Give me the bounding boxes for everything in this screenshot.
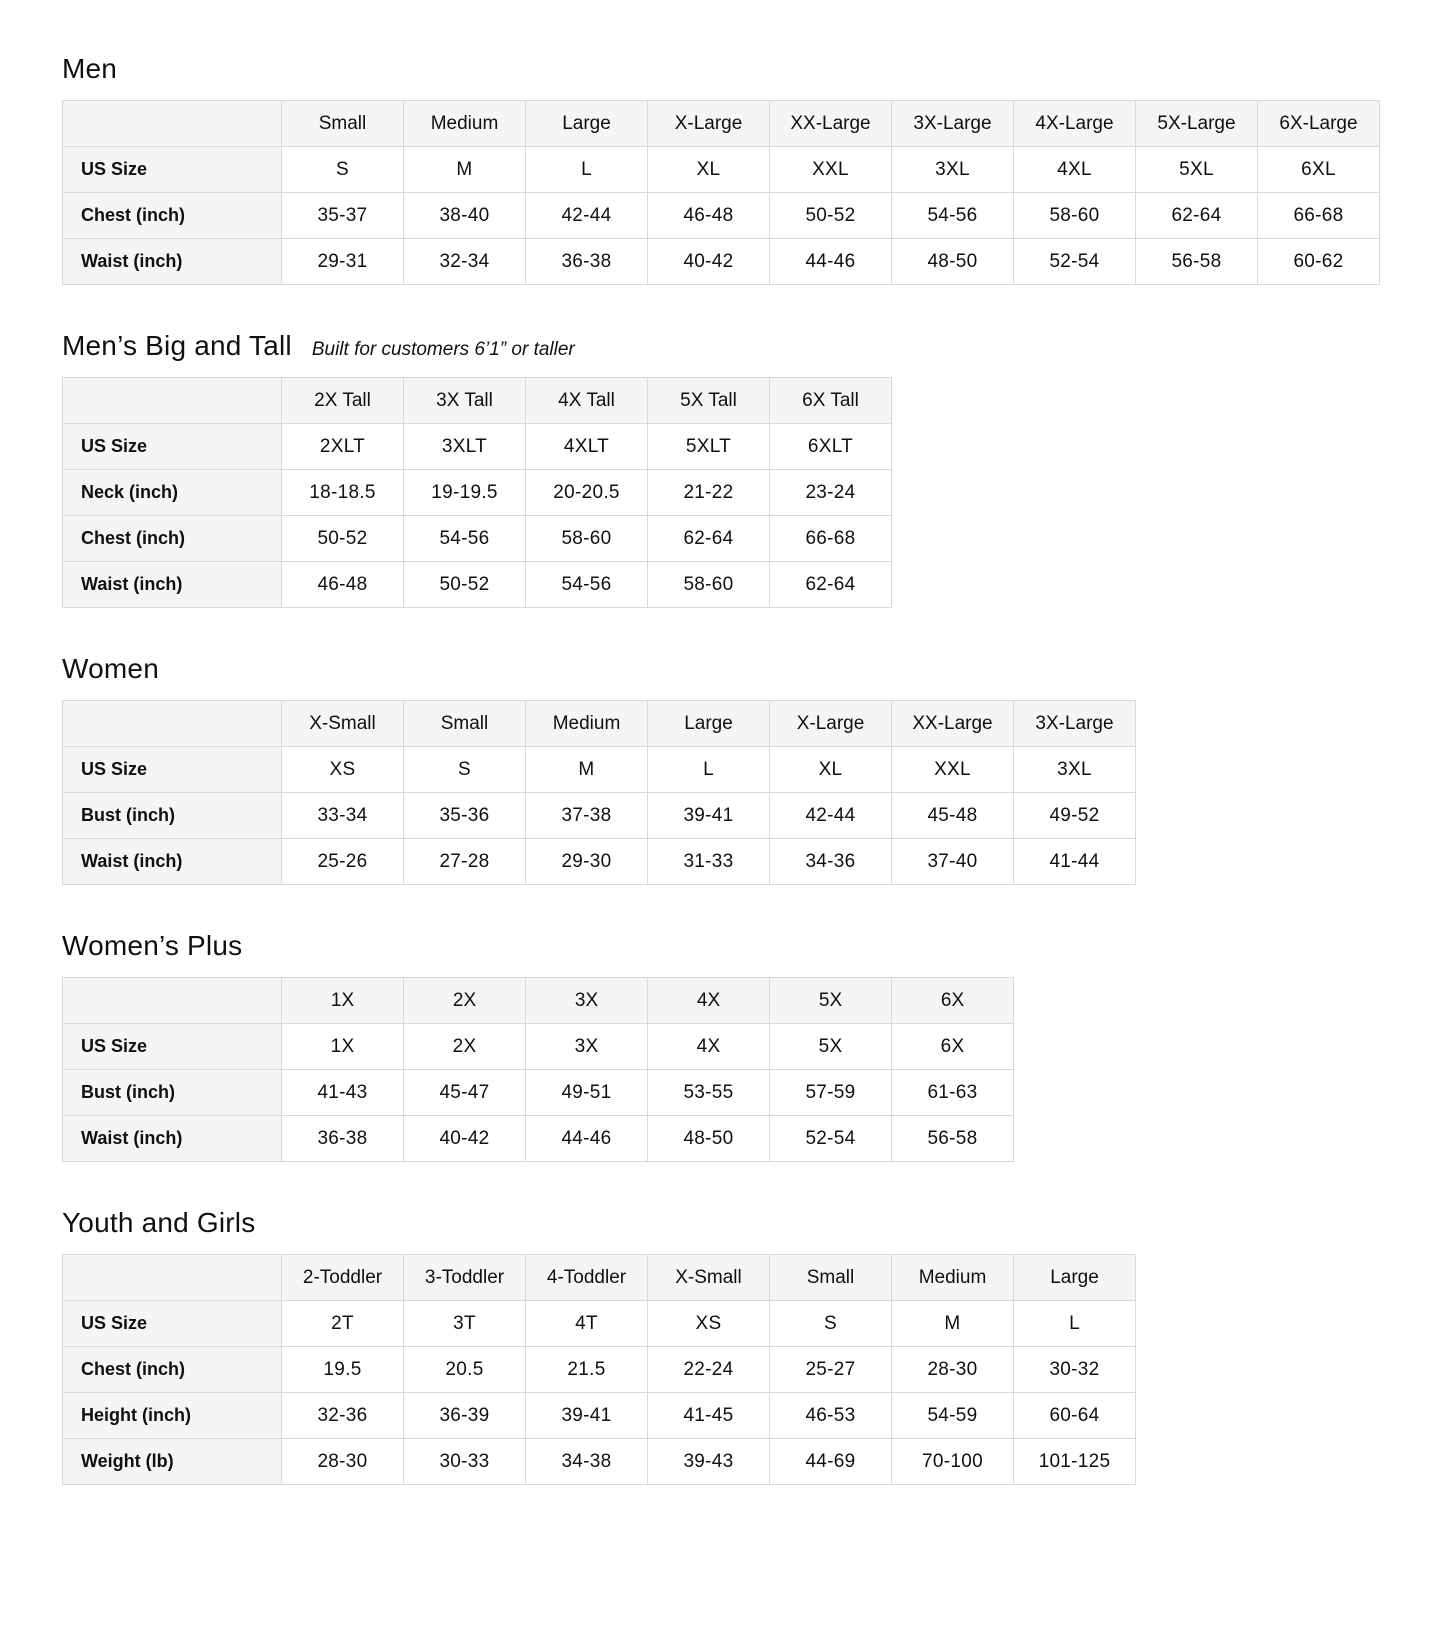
column-header: 4X Tall xyxy=(526,378,648,424)
column-header: 4X xyxy=(648,978,770,1024)
table-row xyxy=(63,793,1136,839)
size-cell: 40-42 xyxy=(404,1116,526,1162)
size-cell: 23-24 xyxy=(770,470,892,516)
size-cell: 35-36 xyxy=(404,793,526,839)
row-header: Waist (inch) xyxy=(63,562,282,608)
size-cell: 3T xyxy=(404,1301,526,1347)
column-header: Small xyxy=(404,701,526,747)
column-header: Medium xyxy=(404,101,526,147)
column-header: X-Small xyxy=(648,1255,770,1301)
size-cell: 40-42 xyxy=(648,239,770,285)
column-header: 3-Toddler xyxy=(404,1255,526,1301)
size-cell: 31-33 xyxy=(648,839,770,885)
size-cell: 46-48 xyxy=(648,193,770,239)
table-row xyxy=(63,1301,1136,1347)
row-header: US Size xyxy=(63,424,282,470)
column-header: 2-Toddler xyxy=(282,1255,404,1301)
column-header: XX-Large xyxy=(770,101,892,147)
size-cell: 36-39 xyxy=(404,1393,526,1439)
corner-cell xyxy=(63,101,282,147)
size-cell: 2X xyxy=(404,1024,526,1070)
size-cell: XXL xyxy=(770,147,892,193)
size-cell: 49-51 xyxy=(526,1070,648,1116)
table-row xyxy=(63,839,1136,885)
size-cell: 60-64 xyxy=(1014,1393,1136,1439)
size-cell: 58-60 xyxy=(1014,193,1136,239)
column-header: 5X-Large xyxy=(1136,101,1258,147)
size-cell: XXL xyxy=(892,747,1014,793)
size-cell: M xyxy=(892,1301,1014,1347)
size-cell: 4X xyxy=(648,1024,770,1070)
size-cell: 28-30 xyxy=(892,1347,1014,1393)
table-row xyxy=(63,424,892,470)
size-cell: 4XLT xyxy=(526,424,648,470)
size-cell: 61-63 xyxy=(892,1070,1014,1116)
corner-cell xyxy=(63,978,282,1024)
column-header: X-Small xyxy=(282,701,404,747)
size-cell: 48-50 xyxy=(648,1116,770,1162)
size-cell: 37-38 xyxy=(526,793,648,839)
size-cell: 54-56 xyxy=(404,516,526,562)
size-cell: 27-28 xyxy=(404,839,526,885)
size-cell: 70-100 xyxy=(892,1439,1014,1485)
section-mens-big-and-tall xyxy=(62,329,1383,608)
size-cell: 49-52 xyxy=(1014,793,1136,839)
column-header: 1X xyxy=(282,978,404,1024)
size-cell: 42-44 xyxy=(770,793,892,839)
row-header: Weight (lb) xyxy=(63,1439,282,1485)
size-cell: 5X xyxy=(770,1024,892,1070)
section-women xyxy=(62,652,1383,885)
table-header-row xyxy=(63,378,892,424)
table-row xyxy=(63,516,892,562)
size-cell: 38-40 xyxy=(404,193,526,239)
row-header: Waist (inch) xyxy=(63,839,282,885)
row-header: Chest (inch) xyxy=(63,1347,282,1393)
column-header: Large xyxy=(648,701,770,747)
column-header: 3X Tall xyxy=(404,378,526,424)
section-header-mens-big-and-tall xyxy=(62,329,1383,363)
size-cell: 19.5 xyxy=(282,1347,404,1393)
size-cell: 57-59 xyxy=(770,1070,892,1116)
size-cell: L xyxy=(1014,1301,1136,1347)
column-header: X-Large xyxy=(648,101,770,147)
men-size-table xyxy=(62,100,1380,285)
size-cell: 39-41 xyxy=(526,1393,648,1439)
column-header: X-Large xyxy=(770,701,892,747)
section-title-youth-and-girls: Youth and Girls xyxy=(62,1207,256,1238)
size-cell: 44-46 xyxy=(526,1116,648,1162)
table-row xyxy=(63,193,1380,239)
womens-plus-size-table xyxy=(62,977,1014,1162)
size-cell: 30-32 xyxy=(1014,1347,1136,1393)
column-header: 4X-Large xyxy=(1014,101,1136,147)
size-cell: 21.5 xyxy=(526,1347,648,1393)
section-womens-plus xyxy=(62,929,1383,1162)
table-row xyxy=(63,1439,1136,1485)
size-cell: 44-69 xyxy=(770,1439,892,1485)
table-row xyxy=(63,470,892,516)
size-cell: 3XLT xyxy=(404,424,526,470)
size-cell: 54-56 xyxy=(892,193,1014,239)
size-cell: 48-50 xyxy=(892,239,1014,285)
row-header: US Size xyxy=(63,747,282,793)
corner-cell xyxy=(63,378,282,424)
size-cell: L xyxy=(648,747,770,793)
table-header-row xyxy=(63,701,1136,747)
table-header-row xyxy=(63,978,1014,1024)
column-header: 6X Tall xyxy=(770,378,892,424)
column-header: Medium xyxy=(526,701,648,747)
row-header: Height (inch) xyxy=(63,1393,282,1439)
table-row xyxy=(63,1024,1014,1070)
size-cell: XL xyxy=(648,147,770,193)
size-cell: 28-30 xyxy=(282,1439,404,1485)
size-cell: 2XLT xyxy=(282,424,404,470)
table-row xyxy=(63,562,892,608)
section-title-men: Men xyxy=(62,53,118,84)
size-cell: 30-33 xyxy=(404,1439,526,1485)
size-cell: 41-44 xyxy=(1014,839,1136,885)
row-header: US Size xyxy=(63,147,282,193)
table-row xyxy=(63,1393,1136,1439)
row-header: Waist (inch) xyxy=(63,239,282,285)
size-cell: 39-41 xyxy=(648,793,770,839)
size-cell: 35-37 xyxy=(282,193,404,239)
mens-big-and-tall-size-table xyxy=(62,377,892,608)
size-cell: 25-27 xyxy=(770,1347,892,1393)
table-header-row xyxy=(63,1255,1136,1301)
column-header: 2X Tall xyxy=(282,378,404,424)
column-header: Small xyxy=(770,1255,892,1301)
size-cell: S xyxy=(770,1301,892,1347)
table-header-row xyxy=(63,101,1380,147)
size-cell: 60-62 xyxy=(1258,239,1380,285)
size-cell: 5XL xyxy=(1136,147,1258,193)
size-cell: 25-26 xyxy=(282,839,404,885)
column-header: 6X xyxy=(892,978,1014,1024)
size-cell: 62-64 xyxy=(1136,193,1258,239)
size-cell: 41-43 xyxy=(282,1070,404,1116)
size-cell: 54-59 xyxy=(892,1393,1014,1439)
size-cell: XS xyxy=(282,747,404,793)
size-cell: 50-52 xyxy=(404,562,526,608)
size-cell: 56-58 xyxy=(1136,239,1258,285)
section-header-men xyxy=(62,52,1383,86)
section-subtitle-mens-big-and-tall: Built for customers 6’1” or taller xyxy=(311,339,575,360)
size-cell: 6XL xyxy=(1258,147,1380,193)
size-cell: 3XL xyxy=(892,147,1014,193)
size-cell: 46-53 xyxy=(770,1393,892,1439)
size-cell: 32-36 xyxy=(282,1393,404,1439)
table-row xyxy=(63,1070,1014,1116)
section-header-womens-plus xyxy=(62,929,1383,963)
section-men xyxy=(62,52,1383,285)
table-row xyxy=(63,239,1380,285)
column-header: XX-Large xyxy=(892,701,1014,747)
size-cell: 22-24 xyxy=(648,1347,770,1393)
size-cell: 62-64 xyxy=(770,562,892,608)
column-header: 3X-Large xyxy=(892,101,1014,147)
section-header-women xyxy=(62,652,1383,686)
section-title-women: Women xyxy=(62,653,159,684)
size-cell: 6XLT xyxy=(770,424,892,470)
size-cell: 34-38 xyxy=(526,1439,648,1485)
size-cell: 45-47 xyxy=(404,1070,526,1116)
size-cell: 52-54 xyxy=(1014,239,1136,285)
size-cell: 4XL xyxy=(1014,147,1136,193)
size-cell: 3X xyxy=(526,1024,648,1070)
size-cell: 39-43 xyxy=(648,1439,770,1485)
size-cell: 29-30 xyxy=(526,839,648,885)
size-cell: 18-18.5 xyxy=(282,470,404,516)
size-cell: 56-58 xyxy=(892,1116,1014,1162)
section-title-womens-plus: Women’s Plus xyxy=(62,930,243,961)
table-row xyxy=(63,147,1380,193)
size-cell: S xyxy=(282,147,404,193)
size-cell: 36-38 xyxy=(282,1116,404,1162)
size-cell: 20.5 xyxy=(404,1347,526,1393)
column-header: 5X xyxy=(770,978,892,1024)
size-cell: S xyxy=(404,747,526,793)
size-cell: 58-60 xyxy=(648,562,770,608)
column-header: Small xyxy=(282,101,404,147)
size-cell: 33-34 xyxy=(282,793,404,839)
size-cell: 52-54 xyxy=(770,1116,892,1162)
size-cell: 20-20.5 xyxy=(526,470,648,516)
table-row xyxy=(63,747,1136,793)
youth-and-girls-size-table xyxy=(62,1254,1136,1485)
size-cell: L xyxy=(526,147,648,193)
corner-cell xyxy=(63,1255,282,1301)
section-youth-and-girls xyxy=(62,1206,1383,1485)
size-cell: 37-40 xyxy=(892,839,1014,885)
size-cell: 36-38 xyxy=(526,239,648,285)
row-header: Neck (inch) xyxy=(63,470,282,516)
size-cell: M xyxy=(404,147,526,193)
table-row xyxy=(63,1347,1136,1393)
column-header: Large xyxy=(1014,1255,1136,1301)
column-header: 3X xyxy=(526,978,648,1024)
size-cell: 5XLT xyxy=(648,424,770,470)
size-cell: 50-52 xyxy=(770,193,892,239)
size-cell: XS xyxy=(648,1301,770,1347)
row-header: Bust (inch) xyxy=(63,793,282,839)
size-cell: M xyxy=(526,747,648,793)
size-cell: 46-48 xyxy=(282,562,404,608)
size-cell: 6X xyxy=(892,1024,1014,1070)
section-title-mens-big-and-tall: Men’s Big and Tall xyxy=(62,330,292,361)
size-cell: 62-64 xyxy=(648,516,770,562)
size-cell: 53-55 xyxy=(648,1070,770,1116)
corner-cell xyxy=(63,701,282,747)
column-header: 3X-Large xyxy=(1014,701,1136,747)
row-header: US Size xyxy=(63,1024,282,1070)
size-cell: 42-44 xyxy=(526,193,648,239)
size-cell: 29-31 xyxy=(282,239,404,285)
size-cell: 19-19.5 xyxy=(404,470,526,516)
size-cell: 34-36 xyxy=(770,839,892,885)
size-cell: 50-52 xyxy=(282,516,404,562)
size-cell: 44-46 xyxy=(770,239,892,285)
row-header: US Size xyxy=(63,1301,282,1347)
table-row xyxy=(63,1116,1014,1162)
size-cell: 1X xyxy=(282,1024,404,1070)
size-cell: 2T xyxy=(282,1301,404,1347)
size-cell: 4T xyxy=(526,1301,648,1347)
size-cell: 66-68 xyxy=(770,516,892,562)
size-cell: 54-56 xyxy=(526,562,648,608)
column-header: 6X-Large xyxy=(1258,101,1380,147)
size-cell: 101-125 xyxy=(1014,1439,1136,1485)
row-header: Chest (inch) xyxy=(63,193,282,239)
section-header-youth-and-girls xyxy=(62,1206,1383,1240)
column-header: 4-Toddler xyxy=(526,1255,648,1301)
size-cell: 3XL xyxy=(1014,747,1136,793)
size-cell: 41-45 xyxy=(648,1393,770,1439)
size-cell: 32-34 xyxy=(404,239,526,285)
size-cell: 66-68 xyxy=(1258,193,1380,239)
column-header: Medium xyxy=(892,1255,1014,1301)
column-header: 2X xyxy=(404,978,526,1024)
women-size-table xyxy=(62,700,1136,885)
row-header: Waist (inch) xyxy=(63,1116,282,1162)
size-cell: 58-60 xyxy=(526,516,648,562)
row-header: Chest (inch) xyxy=(63,516,282,562)
size-cell: 45-48 xyxy=(892,793,1014,839)
row-header: Bust (inch) xyxy=(63,1070,282,1116)
column-header: 5X Tall xyxy=(648,378,770,424)
column-header: Large xyxy=(526,101,648,147)
size-cell: 21-22 xyxy=(648,470,770,516)
size-cell: XL xyxy=(770,747,892,793)
